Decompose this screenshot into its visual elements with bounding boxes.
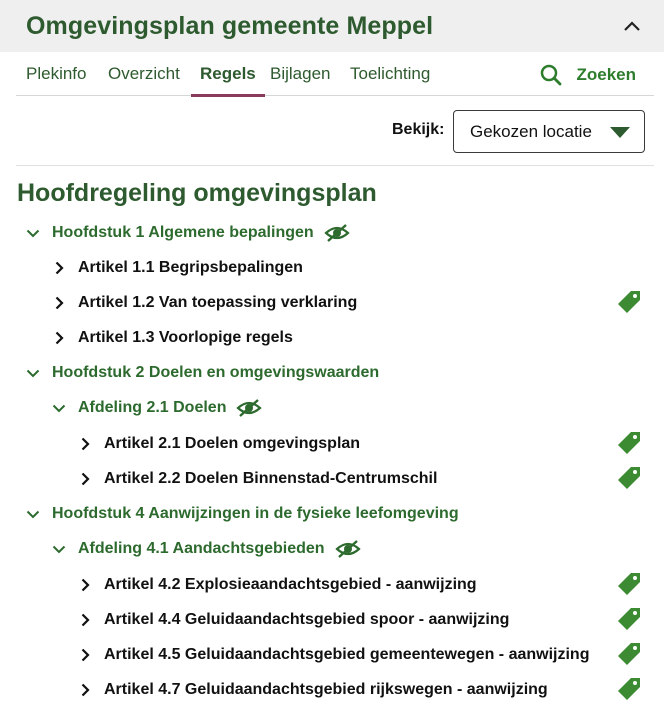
tree-item-label: Artikel 4.5 Geluidaandachtsgebied gemeentewegen - aanwijzing <box>104 646 590 663</box>
chevron-up-icon[interactable] <box>620 14 644 38</box>
tree-item-label: Artikel 4.4 Geluidaandachtsgebied spoor - aanwijzing <box>104 611 510 628</box>
tree-chapter-item[interactable] <box>26 221 350 245</box>
divider <box>16 165 654 166</box>
tree-item-label: Hoofdstuk 4 Aanwijzingen in de fysieke leefomgeving <box>52 505 459 522</box>
tree-item-label: Artikel 4.7 Geluidaandachtsgebied rijkswegen - aanwijzing <box>104 681 548 698</box>
tab-toelichting[interactable]: Toelichting <box>350 64 431 83</box>
tree-article-item[interactable] <box>78 643 589 667</box>
tree-item-label: Artikel 1.2 Van toepassing verklaring <box>78 294 358 311</box>
chevron-right-icon <box>78 578 92 592</box>
tab-bar <box>16 56 654 96</box>
tree-article-item[interactable] <box>52 291 357 315</box>
tree-item-label: Artikel 1.3 Voorlopige regels <box>78 329 293 346</box>
chevron-right-icon <box>78 683 92 697</box>
tree-item-label: Artikel 2.1 Doelen omgevingsplan <box>104 435 361 452</box>
chevron-right-icon <box>78 613 92 627</box>
chevron-right-icon <box>78 437 92 451</box>
tree-article-item[interactable] <box>78 432 360 456</box>
tree-item-label: Afdeling 2.1 Doelen <box>78 399 227 416</box>
view-select[interactable] <box>453 110 645 153</box>
chevron-right-icon <box>78 472 92 486</box>
app-header <box>0 0 664 52</box>
eye-slash-icon[interactable] <box>236 398 262 418</box>
chevron-right-icon <box>52 331 66 345</box>
tab-bijlagen[interactable]: Bijlagen <box>270 64 331 83</box>
tree-item-label: Hoofdstuk 1 Algemene bepalingen <box>52 224 314 241</box>
tag-icon[interactable] <box>615 464 643 492</box>
caret-down-icon <box>610 127 630 138</box>
view-label: Bekijk: <box>392 121 445 138</box>
tag-icon[interactable] <box>615 675 643 703</box>
view-select-value: Gekozen locatie <box>470 122 592 141</box>
tree-item-label: Artikel 4.2 Explosieaandachtsgebied - aanwijzing <box>104 576 477 593</box>
tree-article-item[interactable] <box>78 678 548 702</box>
tree-item-label: Artikel 2.2 Doelen Binnenstad-Centrumschil <box>104 470 438 487</box>
chevron-right-icon <box>52 296 66 310</box>
tag-icon[interactable] <box>615 570 643 598</box>
eye-slash-icon[interactable] <box>324 223 350 243</box>
tree-section-item[interactable] <box>52 537 361 561</box>
page-title: Omgevingsplan gemeente Meppel <box>26 11 434 40</box>
tree-article-item[interactable] <box>78 467 437 491</box>
tab-overzicht[interactable]: Overzicht <box>108 64 180 83</box>
search-icon <box>540 64 562 86</box>
tag-icon[interactable] <box>615 288 643 316</box>
tag-icon[interactable] <box>615 605 643 633</box>
tree-article-item[interactable] <box>52 256 303 280</box>
chevron-right-icon <box>78 648 92 662</box>
tag-icon[interactable] <box>615 640 643 668</box>
tree-item-label: Artikel 1.1 Begripsbepalingen <box>78 259 303 276</box>
chevron-right-icon <box>52 261 66 275</box>
eye-slash-icon[interactable] <box>335 539 361 559</box>
tree-article-item[interactable] <box>78 573 477 597</box>
tree-item-label: Hoofdstuk 2 Doelen en omgevingswaarden <box>52 364 380 381</box>
tree-article-item[interactable] <box>52 326 293 350</box>
tree-chapter-item[interactable] <box>26 361 379 385</box>
chevron-down-icon <box>26 366 40 380</box>
search-label: Zoeken <box>576 65 636 84</box>
tree-section-item[interactable] <box>52 396 262 420</box>
tab-regels[interactable]: Regels <box>200 64 256 95</box>
regulation-title: Hoofdregeling omgevingsplan <box>17 179 377 207</box>
chevron-down-icon <box>26 507 40 521</box>
chevron-down-icon <box>26 226 40 240</box>
tree-chapter-item[interactable] <box>26 502 459 526</box>
tag-icon[interactable] <box>615 429 643 457</box>
tree-item-label: Afdeling 4.1 Aandachtsgebieden <box>78 540 325 557</box>
tab-plekinfo[interactable]: Plekinfo <box>26 64 87 83</box>
chevron-down-icon <box>52 542 66 556</box>
tree-article-item[interactable] <box>78 608 509 632</box>
chevron-down-icon <box>52 401 66 415</box>
search-button[interactable] <box>540 64 636 86</box>
